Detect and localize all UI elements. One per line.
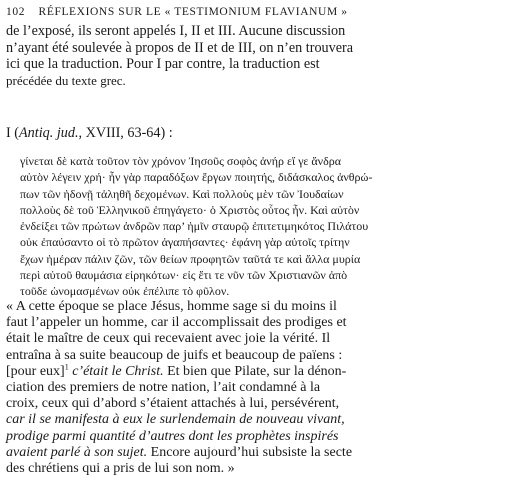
translation-line-italic: car il se manifesta à eux le surlendemain de nouveau vivant,: [6, 412, 345, 428]
greek-line: περὶ αὐτοῦ θαυμάσια εἰρηκότων· εἰς ἔτι τε νῦν τῶν Χριστιανῶν ἀπὸ: [20, 268, 348, 283]
intro-paragraph: [6, 23, 506, 89]
intro-line: ici que la traduction. Pour I par contre, la traduction est: [6, 56, 320, 72]
section-label: I: [6, 125, 11, 141]
translation-line-italic: prodige parmi quantité d’autres dont les prophètes inspirés: [6, 428, 339, 444]
translation-line: [6, 364, 506, 380]
greek-line: τοῦδε ὠνομασμένων οὐκ ἐπέλιπε τὸ φῦλον.: [20, 284, 230, 299]
page-number: 102: [6, 6, 26, 18]
intro-line: précédée du texte grec.: [6, 72, 126, 88]
greek-line: πων τῶν ἡδονῇ τἀληθῆ δεχομένων. Καὶ πολλοὺς μὲν τῶν Ἰουδαίων: [20, 186, 344, 201]
translation-text: Encore aujourd’hui subsiste la secte: [147, 444, 353, 460]
translation-line: [6, 445, 506, 461]
greek-line: ἔχων ἡμέραν πάλιν ζῶν, τῶν θείων προφητῶν ταῦτά τε καὶ ἄλλα μυρία: [20, 251, 361, 266]
translation-line: ciation des premiers de notre nation, l’ait condamné à la: [6, 380, 321, 396]
running-header: [6, 6, 504, 18]
translation-line: faut l’appeler un homme, car il accomplissait des prodiges et: [6, 315, 347, 331]
translation-line: entraîna à sa suite beaucoup de juifs et beaucoup de païens :: [6, 347, 343, 363]
intro-line: n’ayant été soulevée à propos de II et de III, on n’en trouvera: [6, 39, 354, 56]
translation-line: « A cette époque se place Jésus, homme sage si du moins il: [6, 299, 337, 314]
translation-line: croix, ceux qui d’abord s’étaient attachés à lui, persévérent,: [6, 396, 340, 412]
intro-line: de l’exposé, ils seront appelés I, II et III. Aucune discussion: [6, 23, 346, 39]
greek-line: πολλοὺς δὲ τοῦ Ἑλληνικοῦ ἐπηγάγετο· ὁ Χριστὸς οὗτος ἦν. Καὶ αὐτὸν: [20, 202, 360, 217]
bracketed-insertion: [pour eux]: [6, 363, 65, 379]
greek-line: οὐκ ἐπαύσαντο οἱ τὸ πρῶτον ἀγαπήσαντες· ἐφάνη γὰρ αὐτοῖς τρίτην: [20, 235, 350, 250]
greek-line: αὐτὸν λέγειν χρή· ἦν γὰρ παραδόξων ἔργων ποιητής, διδάσκαλος ἀνθρώ-: [20, 170, 373, 185]
footnote-marker: 1: [64, 362, 69, 372]
italic-phrase: c’était le Christ.: [68, 363, 164, 379]
greek-line: ἐνδείξει τῶν πρώτων ἀνδρῶν παρ’ ἡμῖν σταυρῷ ἐπιτετιμηκότος Πιλάτου: [20, 219, 369, 234]
italic-phrase: avaient parlé à son sujet.: [6, 444, 148, 460]
section-heading: [6, 125, 506, 142]
french-translation: [6, 299, 506, 477]
section-open-paren: (: [10, 125, 20, 141]
work-citation: Antiq. jud.: [19, 125, 79, 141]
greek-line: γίνεται δὲ κατὰ τοῦτον τὸν χρόνον Ἰησοῦς σοφὸς ἀνήρ εἴ γε ἄνδρα: [20, 154, 342, 168]
running-title: RÉFLEXIONS SUR LE « TESTIMONIUM FLAVIANUM »: [38, 6, 348, 18]
section-reference: , XVIII, 63-64) :: [78, 125, 173, 141]
translation-line: des chrétiens qui a pris de lui son nom. »: [6, 461, 235, 477]
translation-text: Et bien que Pilate, sur la dénon-: [163, 363, 347, 379]
translation-line: était le maître de ceux qui recevaient avec joie la vérité. Il: [6, 331, 331, 347]
greek-text-block: [20, 153, 506, 300]
